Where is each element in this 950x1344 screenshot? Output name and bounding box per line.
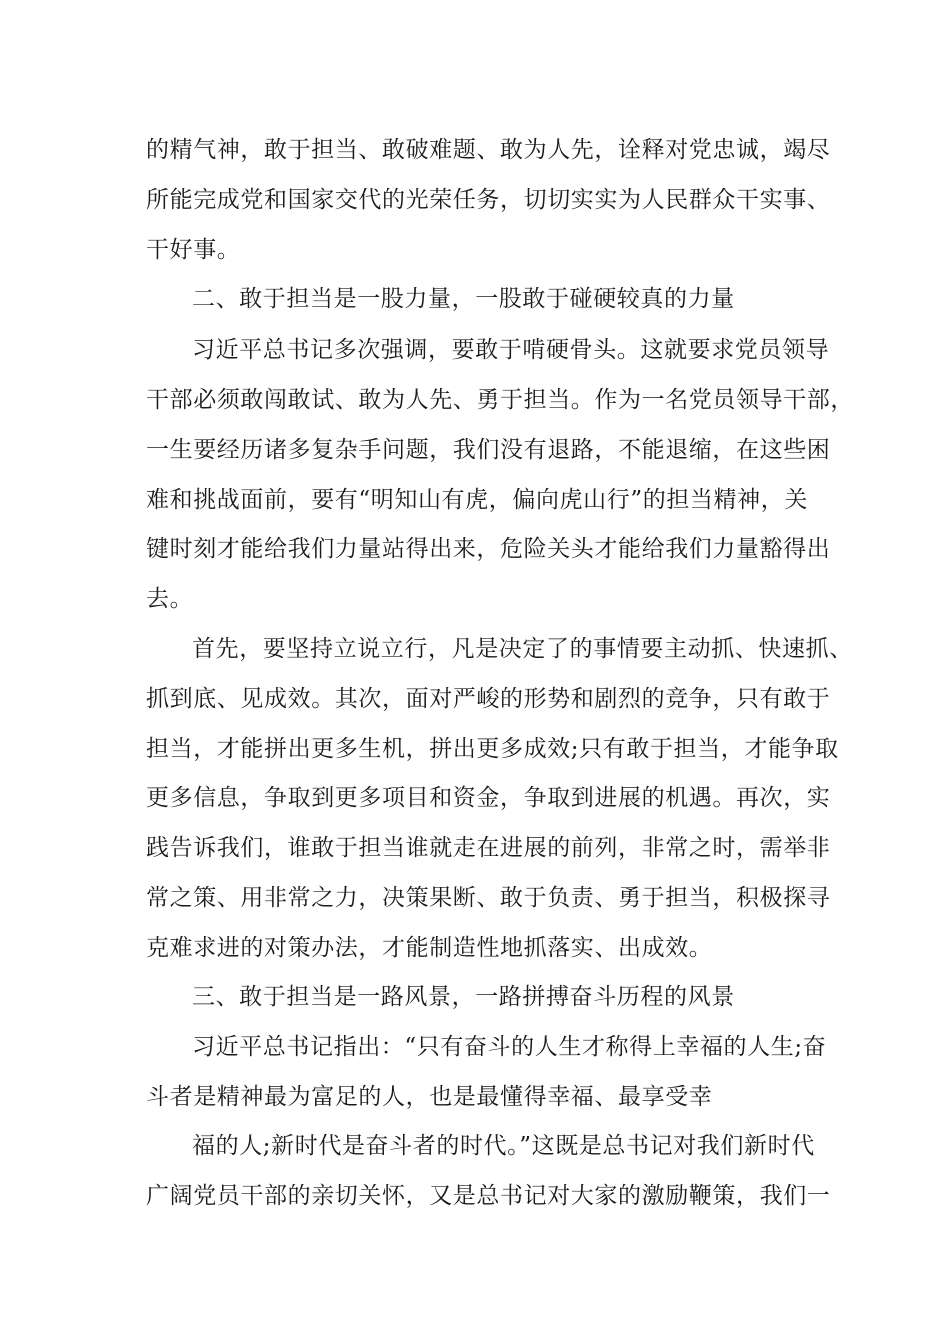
text-line: 福的人;新时代是奋斗者的时代。”这既是总书记对我们新时代 xyxy=(192,1133,815,1159)
text-line: 习近平总书记指出：“只有奋斗的人生才称得上幸福的人生;奋 xyxy=(192,1034,827,1060)
section-heading: 二、敢于担当是一股力量，一股敢于碰硬较真的力量 xyxy=(192,286,735,312)
text-line: 的精气神，敢于担当、敢破难题、敢为人先，诠释对党忠诚，竭尽 xyxy=(146,137,831,163)
text-line: 斗者是精神最为富足的人，也是最懂得幸福、最享受幸 xyxy=(146,1084,713,1110)
text-line: 干部必须敢闯敢试、敢为人先、勇于担当。作为一名党员领导干部， xyxy=(146,387,854,413)
text-line: 首先，要坚持立说立行，凡是决定了的事情要主动抓、快速抓、 xyxy=(192,636,853,662)
text-line: 干好事。 xyxy=(146,237,241,263)
text-line: 键时刻才能给我们力量站得出来，危险关头才能给我们力量豁得出 xyxy=(146,536,831,562)
text-line: 难和挑战面前，要有“明知山有虎，偏向虎山行”的担当精神，关 xyxy=(146,487,808,513)
text-line: 践告诉我们，谁敢于担当谁就走在进展的前列，非常之时，需举非 xyxy=(146,835,831,861)
text-line: 常之策、用非常之力，决策果断、敢于负责、勇于担当，积极探寻 xyxy=(146,885,831,911)
text-line: 广阔党员干部的亲切关怀，又是总书记对大家的激励鞭策，我们一 xyxy=(146,1183,831,1209)
text-line: 克难求进的对策办法，才能制造性地抓落实、出成效。 xyxy=(146,935,713,961)
text-line: 去。 xyxy=(146,586,194,612)
text-line: 担当，才能拼出更多生机，拼出更多成效;只有敢于担当，才能争取 xyxy=(146,736,839,762)
text-line: 所能完成党和国家交代的光荣任务，切切实实为人民群众干实事、 xyxy=(146,187,831,213)
text-line: 抓到底、见成效。其次，面对严峻的形势和剧烈的竞争，只有敢于 xyxy=(146,686,831,712)
text-line: 一生要经历诸多复杂手问题，我们没有退路，不能退缩，在这些困 xyxy=(146,437,831,463)
section-heading: 三、敢于担当是一路风景，一路拼搏奋斗历程的风景 xyxy=(192,984,735,1010)
text-line: 习近平总书记多次强调，要敢于啃硬骨头。这就要求党员领导 xyxy=(192,337,830,363)
text-line: 更多信息，争取到更多项目和资金，争取到进展的机遇。再次，实 xyxy=(146,785,831,811)
